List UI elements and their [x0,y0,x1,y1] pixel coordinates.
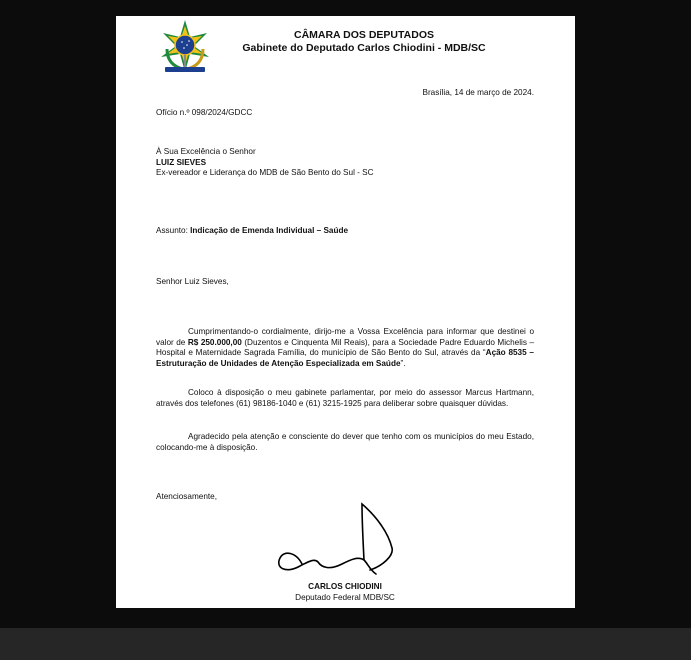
paragraph-thanks: Agradecido pela atenção e consciente do dever que tenho com os municípios do meu Estado, colocando-me à disposição. [156,432,534,452]
document-page [116,16,575,608]
recipient-salutation: À Sua Excelência o Senhor [156,147,256,156]
paragraph-allocation: Cumprimentando-o cordialmente, dirijo-me a Vossa Excelência para informar que destinei o valor de R$ 250.000,00 (Duzentos e Cinquenta Mil Reais), para a Sociedade Padre Eduardo Michelis – Hospital e Maternidade Sagrada Família, do município de São Bento do Sul, através da “Ação 8535 – Estruturação de Unidades de Atenção Especializada em Saúde”. [156,327,534,368]
greeting: Senhor Luiz Sieves, [156,277,229,286]
budget-action: Ação 8535 – Estruturação de Unidades de Atenção Especializada em Saúde [156,348,534,368]
recipient-block [156,147,374,179]
handwritten-signature [266,500,396,580]
institution-name: CÂMARA DOS DEPUTADOS [293,29,434,41]
recipient-role: Ex-vereador e Liderança do MDB de São Bento do Sul - SC [156,168,374,177]
letter-reference: Ofício n.º 098/2024/GDCC [156,108,253,117]
signature-block [156,582,534,603]
closing: Atenciosamente, [156,492,217,501]
subject-text: Indicação de Emenda Individual – Saúde [190,226,349,235]
letterhead [219,29,509,55]
recipient-name: LUIZ SIEVES [156,157,207,167]
viewer-bottom-bar [0,628,691,660]
place-date: Brasília, 14 de março de 2024. [422,88,534,97]
signer-title: Deputado Federal MDB/SC [295,592,395,602]
signer-name: CARLOS CHIODINI [308,582,382,591]
paragraph-contact: Coloco à disposição o meu gabinete parlamentar, por meio do assessor Marcus Hartmann, através dos telefones (61) 98186-1040 e (61) 3215-1925 para deliberar sobre quaisquer dúvidas. [156,388,534,408]
office-name: Gabinete do Deputado Carlos Chiodini - MDB/SC [242,42,486,54]
subject-label: Assunto: [156,226,188,235]
amount: R$ 250.000,00 [187,337,242,347]
subject-line [156,226,348,237]
coat-of-arms-icon [157,19,213,75]
